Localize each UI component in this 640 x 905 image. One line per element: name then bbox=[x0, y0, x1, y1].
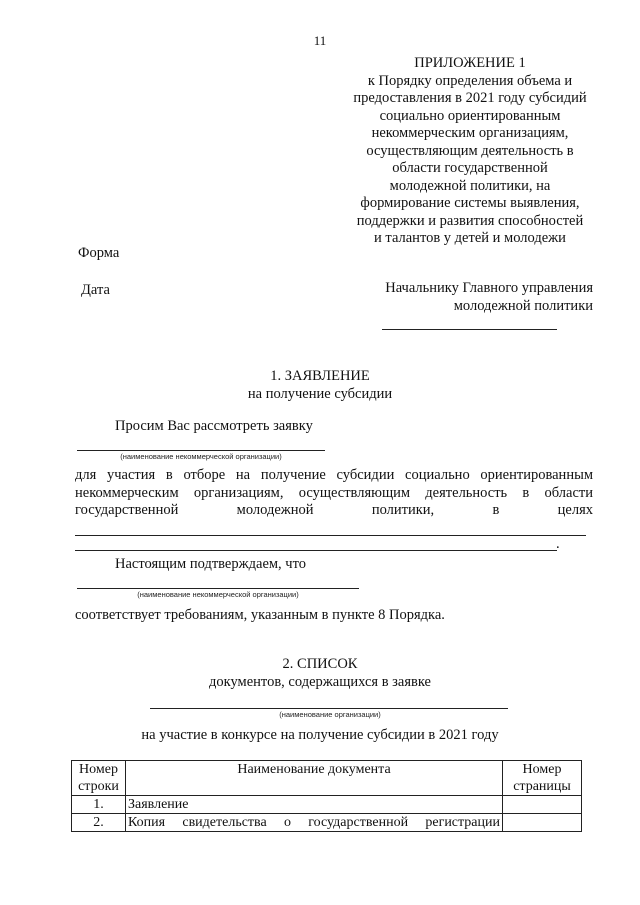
appendix-line: осуществляющим деятельность в bbox=[366, 142, 574, 159]
row-number: 2. bbox=[72, 814, 126, 832]
paragraph-line: некоммерческим организациям, осуществляющим деятельность в области bbox=[75, 484, 593, 501]
appendix-line: к Порядку определения объема и bbox=[367, 72, 573, 89]
appendix-line: социально ориентированным bbox=[379, 107, 561, 124]
header-document-name: Наименование документа bbox=[126, 761, 503, 796]
paragraph-line: для участия в отборе на получение субсидии социально ориентированным bbox=[75, 467, 593, 483]
org-name-hint: (наименование некоммерческой организации) bbox=[120, 452, 282, 461]
documents-table bbox=[71, 760, 582, 832]
section1-subtitle: на получение субсидии bbox=[247, 386, 393, 402]
paragraph-line: государственной молодежной политики, в целях bbox=[75, 502, 593, 518]
header-text: Номер bbox=[522, 762, 562, 777]
section2-title: 2. СПИСОК bbox=[282, 656, 358, 672]
appendix-line: молодежной политики, на bbox=[389, 177, 551, 194]
appendix-line: поддержки и развития способностей bbox=[356, 212, 584, 229]
header-row-number bbox=[72, 761, 126, 796]
header-text: строки bbox=[78, 779, 119, 794]
appendix-block bbox=[330, 55, 610, 248]
page-number-cell bbox=[503, 796, 582, 814]
document-name: Копия свидетельства о государственной регистрации bbox=[126, 814, 503, 832]
section1-title: 1. ЗАЯВЛЕНИЕ bbox=[270, 368, 370, 384]
purpose-line-2 bbox=[75, 550, 557, 551]
purpose-line-1 bbox=[75, 535, 586, 536]
addressee-line: Начальнику Главного управления bbox=[385, 280, 593, 296]
page-number: 11 bbox=[313, 33, 327, 48]
addressee-block bbox=[360, 280, 593, 315]
table-row bbox=[72, 796, 582, 814]
appendix-line: некоммерческим организациям, bbox=[371, 125, 569, 141]
row-number: 1. bbox=[72, 796, 126, 814]
confirm-text: Настоящим подтверждаем, что bbox=[115, 556, 306, 572]
appendix-line: предоставления в 2021 году субсидий bbox=[353, 90, 587, 106]
table-row bbox=[72, 814, 582, 832]
purpose-paragraph bbox=[75, 467, 593, 520]
page-number-cell bbox=[503, 814, 582, 832]
addressee-line: молодежной политики bbox=[453, 297, 593, 314]
org-name-line bbox=[77, 450, 325, 451]
addressee-name-line bbox=[382, 329, 557, 330]
org-name-line-2 bbox=[77, 588, 359, 589]
table-header-row bbox=[72, 761, 582, 796]
appendix-line: области государственной bbox=[392, 160, 548, 176]
header-text: страницы bbox=[513, 779, 571, 794]
request-text: Просим Вас рассмотреть заявку bbox=[115, 418, 313, 434]
document-name: Заявление bbox=[126, 796, 503, 814]
complies-text: соответствует требованиям, указанным в пункте 8 Порядка. bbox=[75, 607, 445, 623]
appendix-title: ПРИЛОЖЕНИЕ 1 bbox=[414, 55, 526, 71]
participation-text: на участие в конкурсе на получение субсидии в 2021 году bbox=[141, 727, 499, 743]
header-page-number bbox=[503, 761, 582, 796]
form-label: Форма bbox=[78, 245, 120, 261]
section2-subtitle: документов, содержащихся в заявке bbox=[209, 674, 431, 690]
purpose-line-end: . bbox=[556, 536, 560, 552]
org-name-hint-2: (наименование некоммерческой организации) bbox=[137, 590, 299, 599]
appendix-line: и талантов у детей и молодежи bbox=[374, 230, 566, 246]
appendix-line: формирование системы выявления, bbox=[360, 195, 580, 211]
org-name-line-3 bbox=[150, 708, 508, 709]
date-label: Дата bbox=[81, 282, 110, 298]
header-text: Номер bbox=[79, 762, 118, 777]
org-name-hint-3: (наименование организации) bbox=[279, 710, 381, 719]
